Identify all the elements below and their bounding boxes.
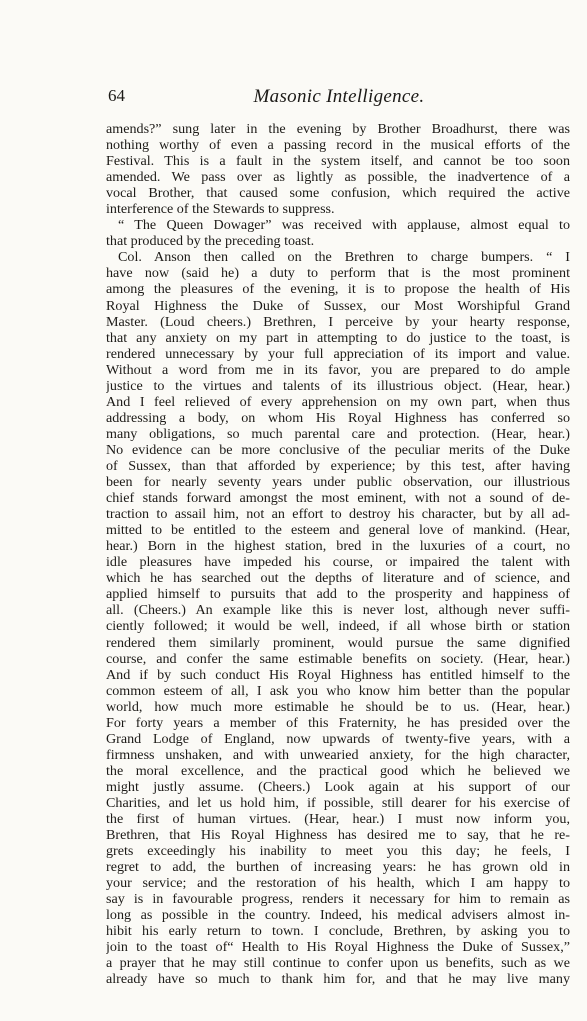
text-line: Grand Lodge of England, now upwards of twenty-five years, with a: [106, 730, 570, 747]
text-line: the moral excellence, and the practical good which he believed we: [106, 762, 570, 779]
text-line: Festival. This is a fault in the system itself, and cannot be too soon: [106, 153, 570, 170]
text-line: justice to the virtues and talents of its illustrious object. (Hear, hear.): [106, 377, 570, 394]
text-line: No evidence can be more conclusive of the peculiar merits of the Duke: [106, 441, 570, 458]
text-line: And I feel relieved of every apprehension on my own part, when thus: [106, 393, 570, 410]
text-line: been for nearly seventy years under public observation, our illustrious: [106, 474, 570, 491]
text-line: course, and confer the same estimable benefits on society. (Hear, hear.): [106, 650, 570, 667]
text-line: Without a word from me in its favor, you are prepared to do ample: [106, 361, 570, 378]
text-line: join to the toast of“ Health to His Royal Highness the Duke of Sussex,”: [106, 939, 570, 956]
text-line: long as possible in the country. Indeed, his medical advisers almost in-: [106, 907, 570, 924]
text-line: a prayer that he may still continue to confer upon us benefits, such as we: [106, 955, 570, 972]
text-line: firmness unshaken, and with unwearied anxiety, for the high character,: [106, 746, 570, 763]
text-line: hear.) Born in the highest station, bred in the luxuries of a court, no: [106, 538, 570, 555]
text-line: interference of the Stewards to suppress.: [106, 201, 335, 218]
text-line: regret to add, the burthen of increasing years: he has grown old in: [106, 859, 570, 876]
text-line: the first of human virtues. (Hear, hear.) I must now inform you,: [106, 811, 570, 828]
text-line: mitted to be entitled to the esteem and general love of mankind. (Hear,: [106, 522, 570, 539]
text-line: that produced by the preceding toast.: [106, 233, 315, 250]
text-line: ciently followed; it would be well, indeed, if all whose birth or station: [106, 618, 570, 635]
text-line: For forty years a member of this Fraternity, he has presided over the: [106, 714, 570, 731]
text-line: say is in favourable progress, renders it necessary for him to remain as: [106, 891, 570, 908]
text-line: of Sussex, than that afforded by experience; by this test, after having: [106, 457, 570, 474]
text-line: “ The Queen Dowager” was received with applause, almost equal to: [118, 217, 570, 234]
text-line: idle pleasures have impeded his course, or impaired the talent with: [106, 554, 570, 571]
text-line: that any anxiety on my part in attempting to do justice to the toast, is: [106, 329, 570, 346]
text-line: chief stands forward amongst the most eminent, with not a sound of de-: [106, 490, 570, 507]
text-line: your service; and the restoration of his health, which I am happy to: [106, 875, 570, 892]
text-line: amends?” sung later in the evening by Brother Broadhurst, there was: [106, 121, 570, 137]
text-line: Brethren, that His Royal Highness has desired me to say, that he re-: [106, 827, 570, 844]
text-line: common esteem of all, I ask you who know him better than the popular: [106, 682, 570, 699]
text-line: which he has searched out the depths of literature and of science, and: [106, 570, 570, 587]
text-line: among the pleasures of the evening, it is to propose the health of His: [106, 281, 570, 298]
running-title: Masonic Intelligence.: [253, 86, 425, 107]
text-line: Col. Anson then called on the Brethren to charge bumpers. “ I: [118, 249, 570, 266]
text-line: vocal Brother, that caused some confusion, which required the active: [106, 185, 570, 202]
text-line: many obligations, so much parental care and protection. (Hear, hear.): [106, 425, 570, 442]
text-line: Master. (Loud cheers.) Brethren, I perceive by your hearty response,: [106, 313, 570, 330]
text-line: Charities, and let us hold him, if possible, still dearer for his exercise of: [106, 794, 570, 811]
text-line: rendered unnecessary by your full appreciation of its import and value.: [106, 345, 570, 362]
body-text: [106, 121, 570, 988]
text-line: world, how much more estimable he should be to us. (Hear, hear.): [106, 698, 570, 715]
text-line: addressing a body, on whom His Royal Highness has conferred so: [106, 409, 570, 426]
text-line: Royal Highness the Duke of Sussex, our Most Worshipful Grand: [106, 297, 570, 314]
text-line: have now (said he) a duty to perform that is the most prominent: [106, 265, 570, 282]
text-line: rendered them similarly prominent, would pursue the same dignified: [106, 634, 570, 651]
text-line: nothing worthy of even a passing record in the musical efforts of the: [106, 137, 570, 154]
text-line: applied himself to pursuits that add to the prosperity and happiness of: [106, 586, 570, 603]
text-line: already have so much to thank him for, and that he may live many: [106, 971, 570, 988]
text-line: might justly assume. (Cheers.) Look again at his support of our: [106, 778, 570, 795]
text-line: And if by such conduct His Royal Highness has entitled himself to the: [106, 666, 570, 683]
page-header: [108, 86, 570, 112]
text-line: amended. We pass over as lightly as possible, the inadvertence of a: [106, 169, 570, 186]
text-line: traction to assail him, not an effort to destroy his character, but by all ad-: [106, 506, 570, 523]
page-number: 64: [108, 86, 125, 105]
text-line: grets exceedingly his inability to meet you this day; he feels, I: [106, 843, 570, 860]
text-line: hibit his early return to town. I conclude, Brethren, by asking you to: [106, 923, 570, 940]
text-line: all. (Cheers.) An example like this is never lost, although never suffi-: [106, 602, 570, 619]
